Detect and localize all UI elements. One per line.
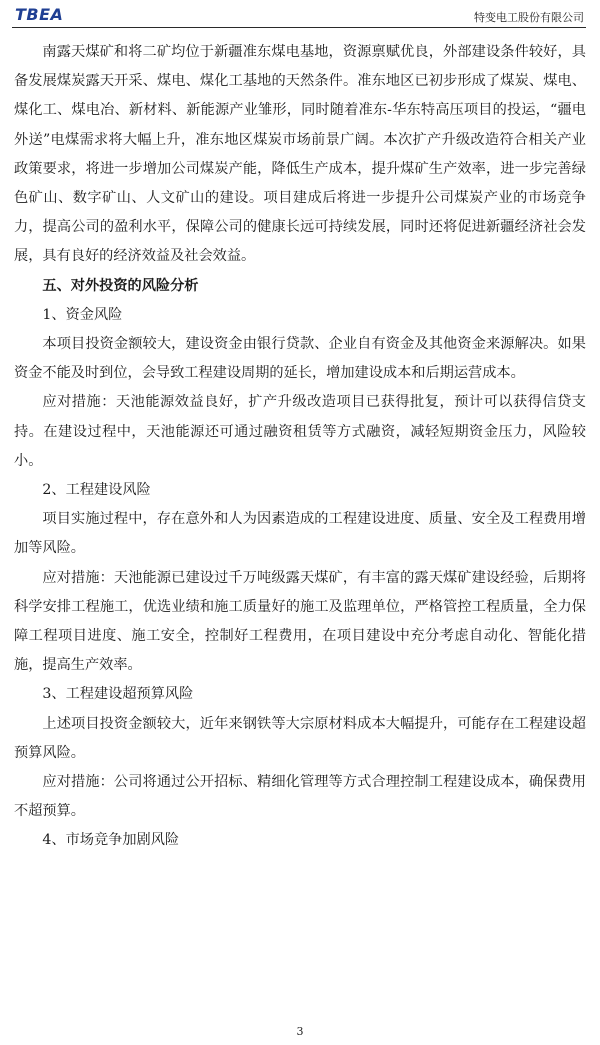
section-heading: 五、对外投资的风险分析 — [42, 277, 199, 294]
company-name: 特变电工股份有限公司 — [474, 11, 584, 24]
risk-title: 4、市场竞争加剧风险 — [42, 832, 180, 849]
tbea-logo: TBEA — [15, 5, 64, 24]
page-number: 3 — [296, 1025, 304, 1038]
risk-title: 1、资金风险 — [42, 306, 123, 323]
risk-description: 项目实施过程中，存在意外和人为因素造成的工程建设进度、质量、安全及工程费用增加等风险。 — [14, 511, 586, 557]
intro-paragraph: 南露天煤矿和将二矿均位于新疆准东煤电基地，资源禀赋优良，外部建设条件较好，具备发展煤炭露天开采、煤电、煤化工基地的天然条件。准东地区已初步形成了煤炭、煤电、煤化工、煤电冶、新材料、新能源产业雏形，同时随着准东-华东特高压项目的投运，“疆电外送”电煤需求将大幅上升，准东地区煤炭市场前景广阔。本次扩产升级改造符合相关产业政策要求，将进一步增加公司煤炭产能，降低生产成本，提升煤矿生产效率，进一步完善绿色矿山、数字矿山、人文矿山的建设。项目建成后将进一步提升公司煤炭产业的市场竞争力，提高公司的盈利水平，保障公司的健康长远可持续发展，同时还将促进新疆经济社会发展，具有良好的经济效益及社会效益。 — [14, 44, 586, 265]
risk-measure: 应对措施：公司将通过公开招标、精细化管理等方式合理控制工程建设成本，确保费用不超预算。 — [14, 774, 586, 820]
risk-title: 2、工程建设风险 — [42, 482, 151, 499]
document-body — [14, 38, 586, 856]
risk-description: 本项目投资金额较大，建设资金由银行贷款、企业自有资金及其他资金来源解决。如果资金不能及时到位，会导致工程建设周期的延长，增加建设成本和后期运营成本。 — [14, 336, 586, 382]
risk-title: 3、工程建设超预算风险 — [42, 686, 194, 703]
risk-measure: 应对措施：天池能源效益良好，扩产升级改造项目已获得批复，预计可以获得信贷支持。在建设过程中，天池能源还可通过融资租赁等方式融资，减轻短期资金压力，风险较小。 — [14, 394, 586, 469]
page-header — [12, 0, 586, 28]
risk-measure: 应对措施：天池能源已建设过千万吨级露天煤矿，有丰富的露天煤矿建设经验，后期将科学安排工程施工，优选业绩和施工质量好的施工及监理单位，严格管控工程质量，全力保障工程项目进度、施工安全，控制好工程费用，在项目建设中充分考虑自动化、智能化措施，提高生产效率。 — [14, 569, 586, 674]
risk-description: 上述项目投资金额较大，近年来钢铁等大宗原材料成本大幅提升，可能存在工程建设超预算风险。 — [14, 715, 586, 761]
